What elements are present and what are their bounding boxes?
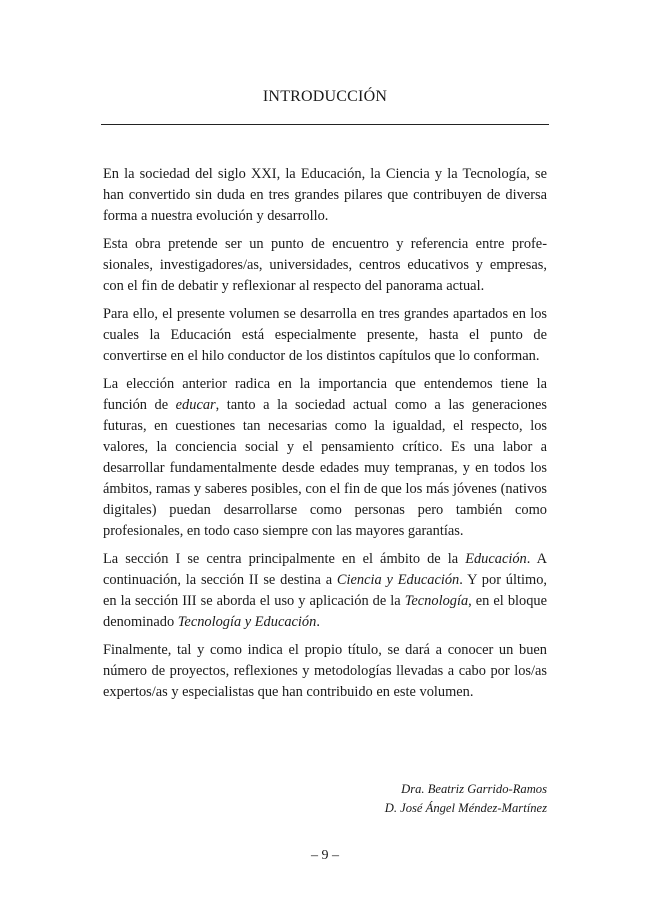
- paragraph-5-text-d: , en el bloque denominado: [103, 593, 547, 630]
- paragraph-5-text-a: La sección I se centra principalmente en el ámbito de la: [103, 551, 466, 567]
- paragraph-5-emphasis-a: Educación: [465, 551, 527, 567]
- page-number: – 9 –: [311, 848, 339, 863]
- paragraph-5-emphasis-c: Tecnología: [404, 593, 469, 609]
- signature-block: [385, 780, 547, 818]
- paragraph-4-text-a: La elección anterior radica en la importancia que entendemos tiene la función de: [103, 376, 547, 413]
- paragraph-4-emphasis: educar: [175, 397, 216, 413]
- paragraph-4: [103, 374, 547, 542]
- paragraph-4-text-b: , tanto a la sociedad actual como a las generaciones futuras, en cuestiones tan necesarias como la igualdad, el respecto, los valores, la conciencia social y el pensamiento crítico. Es una labor a desarrollar fundamentalmente desde edades muy tempranas, y en todos los ámbitos, ramas y saberes posibles, con el fin de que los más jóvenes (nativos digitales) puedan desarrollarse como personas pero también como profesionales, en todo caso siempre con las mayores garantías.: [103, 397, 547, 539]
- paragraph-5-text-e: .: [316, 614, 320, 630]
- paragraph-5-text-c: . Y por último, en la sección III se aborda el uso y aplicación de la: [103, 572, 547, 609]
- paragraph-5-emphasis-d: Tecnología y Educación: [177, 614, 317, 630]
- paragraph-5-text-b: . A continuación, la sección II se destina a: [103, 551, 547, 588]
- paragraph-1: En la sociedad del siglo XXI, la Educación, la Ciencia y la Tecnología, se han convertido sin duda en tres grandes pilares que contribuyen de diversa forma a nuestra evolución y desarrollo.: [103, 166, 547, 224]
- signature-author-1: Dra. Beatriz Garrido-Ramos: [401, 782, 547, 796]
- title-divider: [101, 124, 549, 125]
- signature-author-2: D. José Ángel Méndez-Martínez: [384, 801, 547, 815]
- page-title: INTRODUCCIÓN: [262, 88, 388, 105]
- paragraph-5-emphasis-b: Ciencia y Educación: [336, 572, 460, 588]
- paragraph-2: Esta obra pretende ser un punto de encuentro y referencia entre profesionales, investigadores/as, universidades, centros educativos y empresas, con el fin de debatir y reflexionar al respecto del panorama actual.: [103, 236, 547, 294]
- body-text: [103, 164, 547, 710]
- paragraph-3: Para ello, el presente volumen se desarrolla en tres grandes apartados en los cuales la Educación está especialmente presente, hasta el punto de convertirse en el hilo conductor de los distintos capítulos que lo conforman.: [103, 306, 547, 364]
- paragraph-6: Finalmente, tal y como indica el propio título, se dará a conocer un buen número de proyectos, reflexiones y metodologías llevadas a cabo por los/as expertos/as y especialistas que han contribuido en este volumen.: [103, 642, 547, 700]
- paragraph-5: [103, 549, 547, 633]
